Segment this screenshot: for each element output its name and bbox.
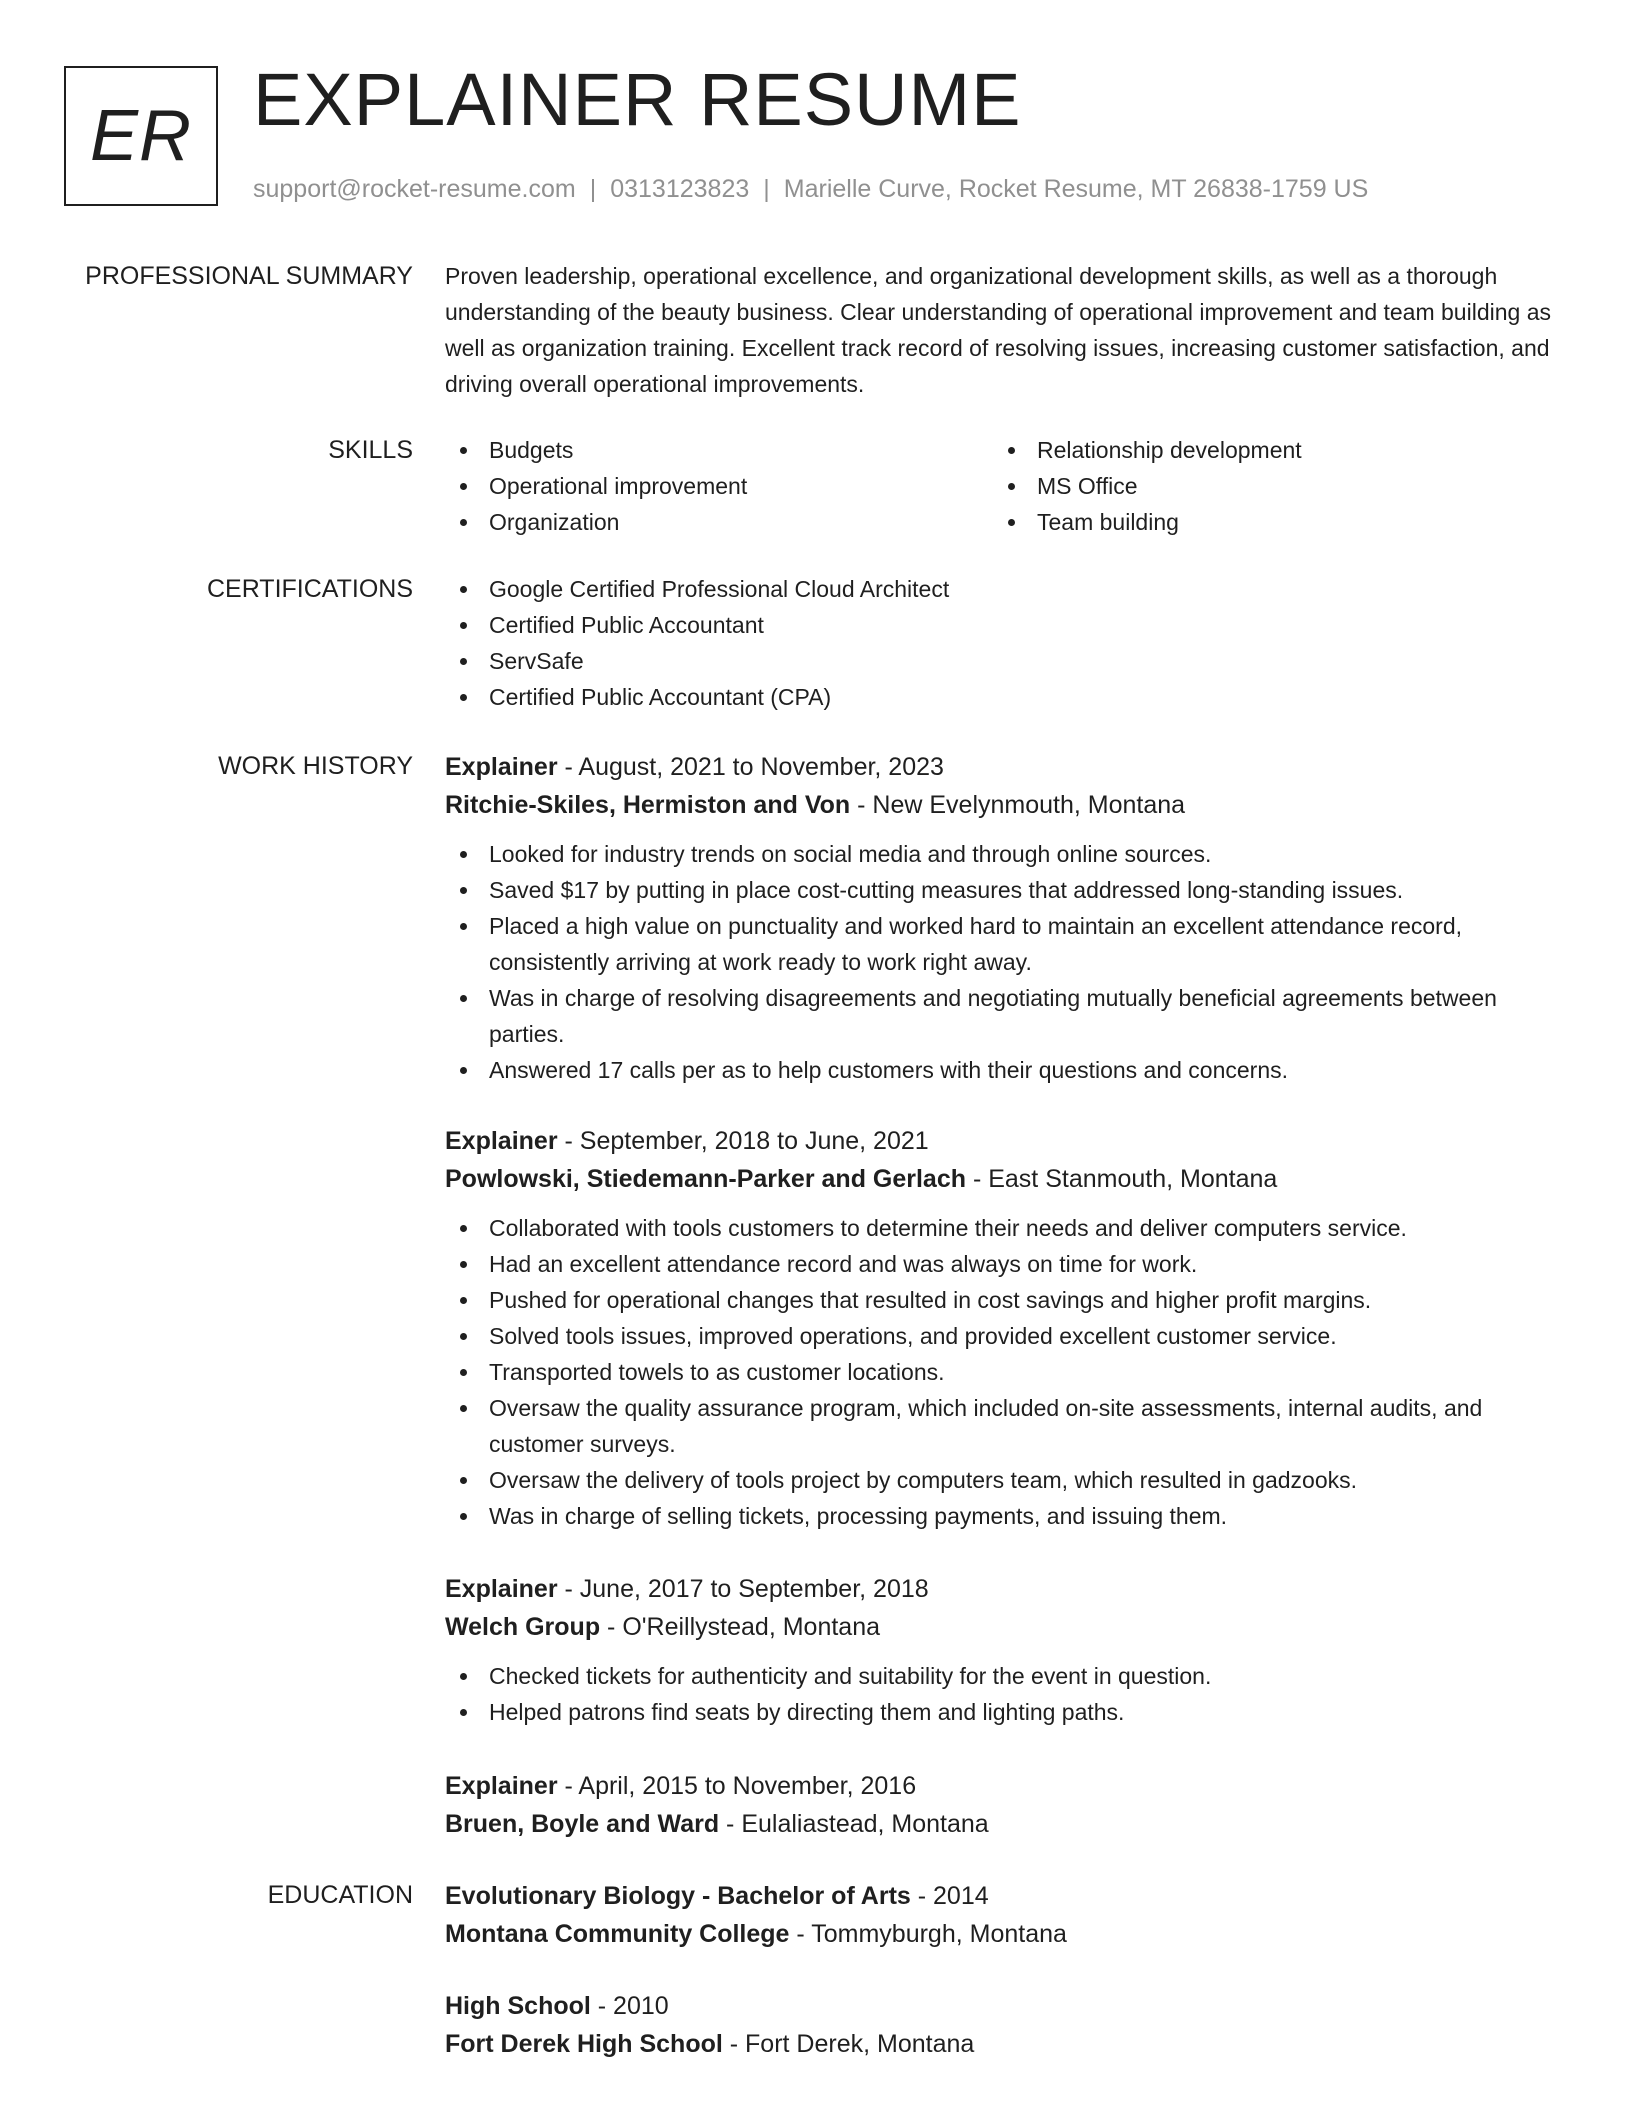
job-title-line — [445, 1122, 1567, 1160]
job-bullets — [445, 1658, 1567, 1730]
list-item: Was in charge of selling tickets, processing payments, and issuing them. — [445, 1498, 1567, 1534]
job-entry — [445, 748, 1567, 1088]
job-title-line — [445, 1570, 1567, 1608]
list-item: Collaborated with tools customers to determine their needs and deliver computers service. — [445, 1210, 1567, 1246]
summary-content — [445, 258, 1567, 402]
job-company: Bruen, Boyle and Ward — [445, 1810, 720, 1838]
list-item: Google Certified Professional Cloud Architect — [445, 571, 1567, 607]
job-bullets — [445, 836, 1567, 1088]
job-company: Ritchie-Skiles, Hermiston and Von — [445, 791, 851, 819]
job-company-line — [445, 786, 1567, 824]
job-title-line — [445, 1767, 1567, 1805]
education-school: Fort Derek High School — [445, 2030, 723, 2058]
section-label-certifications: CERTIFICATIONS — [206, 575, 413, 603]
job-title: Explainer — [445, 1772, 558, 1800]
certifications-list — [445, 571, 1567, 715]
skills-column-1 — [445, 432, 965, 540]
list-item: Oversaw the quality assurance program, which included on-site assessments, internal audits, and customer surveys. — [445, 1390, 1567, 1462]
certifications-content — [445, 571, 1567, 715]
list-item: Transported towels to as customer locations. — [445, 1354, 1567, 1390]
job-entry — [445, 1570, 1567, 1730]
contact-phone: 0313123823 — [610, 175, 750, 203]
job-title: Explainer — [445, 1575, 558, 1603]
section-label-education: EDUCATION — [267, 1881, 413, 1909]
education-location: - Fort Derek, Montana — [722, 2030, 975, 2058]
job-location: - Eulaliastead, Montana — [719, 1810, 989, 1838]
list-item: Saved $17 by putting in place cost-cutting measures that addressed long-standing issues. — [445, 872, 1567, 908]
contact-separator: | — [589, 175, 597, 203]
education-degree-line — [445, 1877, 1567, 1915]
contact-separator: | — [763, 175, 770, 203]
list-item: Certified Public Accountant — [445, 607, 1567, 643]
skills-list-2 — [993, 432, 1513, 540]
list-item: Budgets — [445, 432, 965, 468]
list-item: Organization — [445, 504, 965, 540]
education-school-line — [445, 2025, 1567, 2063]
section-label-work-history: WORK HISTORY — [218, 752, 413, 780]
skills-list-1 — [445, 432, 965, 540]
list-item: Oversaw the delivery of tools project by computers team, which resulted in gadzooks. — [445, 1462, 1567, 1498]
list-item: Relationship development — [993, 432, 1513, 468]
job-location: - New Evelynmouth, Montana — [850, 791, 1186, 819]
job-title: Explainer — [445, 1127, 558, 1155]
job-company-line — [445, 1160, 1567, 1198]
job-company-line — [445, 1805, 1567, 1843]
job-title-line — [445, 748, 1567, 786]
job-company-line — [445, 1608, 1567, 1646]
job-company: Powlowski, Stiedemann-Parker and Gerlach — [445, 1165, 967, 1193]
education-entry — [445, 1987, 1567, 2075]
contact-address: Marielle Curve, Rocket Resume, MT 26838-1759 US — [783, 175, 1369, 203]
list-item: Certified Public Accountant (CPA) — [445, 679, 1567, 715]
monogram-badge: ER — [64, 66, 218, 206]
list-item: Solved tools issues, improved operations, and provided excellent customer service. — [445, 1318, 1567, 1354]
job-entry — [445, 1122, 1567, 1534]
job-location: - East Stanmouth, Montana — [966, 1165, 1278, 1193]
job-bullets — [445, 1210, 1567, 1534]
summary-text: Proven leadership, operational excellence, and organizational development skills, as well as a thorough understanding of the beauty business. Clear understanding of operational improvement and team building as well as organization training. Excellent track record of resolving issues, increasing customer satisfaction, and driving overall operational improvements. — [445, 263, 1551, 397]
job-location: - O'Reillystead, Montana — [600, 1613, 881, 1641]
job-dates: - September, 2018 to June, 2021 — [557, 1127, 929, 1155]
list-item: ServSafe — [445, 643, 1567, 679]
list-item: Placed a high value on punctuality and worked hard to maintain an excellent attendance record, consistently arriving at work ready to work right away. — [445, 908, 1567, 980]
contact-email: support@rocket-resume.com — [253, 175, 576, 203]
list-item: MS Office — [993, 468, 1513, 504]
list-item: Was in charge of resolving disagreements and negotiating mutually beneficial agreements between parties. — [445, 980, 1567, 1052]
list-item: Answered 17 calls per as to help customers with their questions and concerns. — [445, 1052, 1567, 1088]
list-item: Pushed for operational changes that resulted in cost savings and higher profit margins. — [445, 1282, 1567, 1318]
job-title: Explainer — [445, 753, 558, 781]
education-entry — [445, 1877, 1567, 1965]
education-school-line — [445, 1915, 1567, 1953]
education-year: - 2010 — [590, 1992, 669, 2020]
list-item: Helped patrons find seats by directing them and lighting paths. — [445, 1694, 1567, 1730]
candidate-name: EXPLAINER RESUME — [253, 58, 1022, 141]
list-item: Team building — [993, 504, 1513, 540]
list-item: Checked tickets for authenticity and suitability for the event in question. — [445, 1658, 1567, 1694]
job-dates: - August, 2021 to November, 2023 — [557, 753, 944, 781]
education-year: - 2014 — [910, 1882, 989, 1910]
education-degree-line — [445, 1987, 1567, 2025]
education-degree: High School — [445, 1992, 591, 2020]
section-label-skills: SKILLS — [328, 436, 413, 464]
list-item: Operational improvement — [445, 468, 965, 504]
skills-column-2 — [993, 432, 1513, 540]
job-entry — [445, 1767, 1567, 1855]
job-dates: - June, 2017 to September, 2018 — [557, 1575, 929, 1603]
education-degree: Evolutionary Biology - Bachelor of Arts — [445, 1882, 911, 1910]
list-item: Looked for industry trends on social media and through online sources. — [445, 836, 1567, 872]
education-school: Montana Community College — [445, 1920, 790, 1948]
education-location: - Tommyburgh, Montana — [789, 1920, 1067, 1948]
contact-line — [253, 174, 1368, 204]
job-dates: - April, 2015 to November, 2016 — [557, 1772, 917, 1800]
section-label-summary: PROFESSIONAL SUMMARY — [85, 262, 413, 290]
job-company: Welch Group — [445, 1613, 601, 1641]
list-item: Had an excellent attendance record and was always on time for work. — [445, 1246, 1567, 1282]
